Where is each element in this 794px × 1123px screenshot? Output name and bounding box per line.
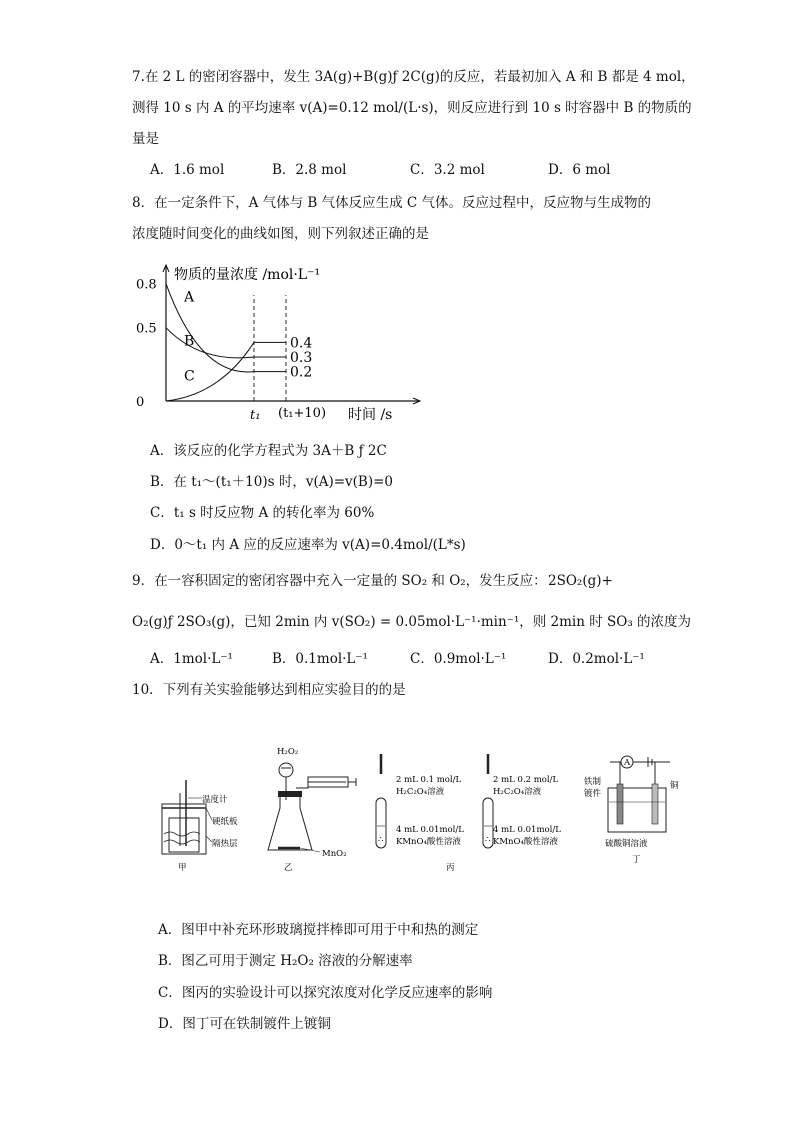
y-tick-label: 0.5 bbox=[136, 321, 157, 337]
label-insulation: 隔热层 bbox=[212, 839, 238, 849]
q8-option-a: A．该反应的化学方程式为 3A＋B ƒ 2C bbox=[150, 443, 387, 459]
q9-option-a: A．1mol·L⁻¹ bbox=[150, 651, 233, 667]
series-label-b: B bbox=[184, 333, 195, 350]
x-axis-label: 时间 /s bbox=[348, 407, 393, 423]
label-iron-part-2: 镀件 bbox=[584, 789, 602, 799]
q9-line2: O₂(g)ƒ 2SO₃(g)，已知 2min 内 v(SO₂) = 0.05mol·L⁻¹·min⁻¹，则 2min 时 SO₃ 的浓度为 bbox=[132, 614, 692, 630]
caption-yi: 乙 bbox=[284, 863, 293, 873]
calorimeter-diagram bbox=[162, 780, 238, 873]
q10-option-b: B．图乙可用于测定 H₂O₂ 溶液的分解速率 bbox=[158, 953, 413, 969]
label-cardboard: 硬纸板 bbox=[212, 817, 238, 827]
q8-line1: 8．在一定条件下，A 气体与 B 气体反应生成 C 气体。反应过程中，反应物与生成物的 bbox=[132, 195, 652, 211]
concentration-chart bbox=[130, 255, 430, 430]
q7-option-b: B．2.8 mol bbox=[272, 162, 347, 178]
q10-option-c: C．图丙的实验设计可以探究浓度对化学反应速率的影响 bbox=[158, 985, 493, 1001]
label-tube2-bot-a: 4 mL 0.01mol/L bbox=[493, 825, 561, 835]
label-tube1-bot-b: KMnO₄酸性溶液 bbox=[396, 837, 461, 847]
q8-line2: 浓度随时间变化的曲线如图，则下列叙述正确的是 bbox=[132, 226, 429, 242]
ammeter-label: A bbox=[624, 758, 631, 768]
q9-option-d: D．0.2mol·L⁻¹ bbox=[548, 651, 645, 667]
label-iron-part: 铁制 bbox=[584, 777, 602, 787]
test-tubes-diagram bbox=[376, 754, 561, 873]
electroplating-diagram bbox=[584, 756, 679, 865]
q9-option-b: B．0.1mol·L⁻¹ bbox=[272, 651, 368, 667]
q10-option-d: D．图丁可在铁制镀件上镀铜 bbox=[158, 1016, 331, 1032]
label-cuso4: 硫酸铜溶液 bbox=[605, 839, 648, 849]
label-tube2-top-b: H₂C₂O₄溶液 bbox=[493, 787, 542, 797]
label-tube1-top-b: H₂C₂O₄溶液 bbox=[396, 787, 445, 797]
label-thermometer: 温度计 bbox=[202, 795, 228, 805]
annotation-value: 0.2 bbox=[290, 364, 313, 381]
label-h2o2: H₂O₂ bbox=[277, 747, 299, 757]
q7-line2: 测得 10 s 内 A 的平均速率 v(A)=0.12 mol/(L·s)，则反应进行到 10 s 时容器中 B 的物质的 bbox=[132, 100, 692, 116]
q8-option-d: D．0～t₁ 内 A 应的反应速率为 v(A)=0.4mol/(L*s) bbox=[150, 537, 466, 553]
q7-option-d: D．6 mol bbox=[548, 162, 611, 178]
q9-line1b: 2SO₂(g)+ bbox=[548, 573, 613, 589]
apparatus-figure bbox=[150, 738, 679, 878]
caption-bing: 丙 bbox=[446, 863, 455, 873]
q10-line1: 10．下列有关实验能够达到相应实验目的的是 bbox=[132, 682, 406, 698]
q9-line1a: 9．在一容积固定的密闭容器中充入一定量的 SO₂ 和 O₂，发生反应： bbox=[132, 573, 547, 589]
q7-line3: 量是 bbox=[132, 131, 159, 147]
x-tick-label: t₁ bbox=[250, 408, 261, 423]
q8-option-b: B．在 t₁～(t₁＋10)s 时，v(A)=v(B)=0 bbox=[150, 474, 394, 490]
flask-syringe-diagram bbox=[268, 747, 356, 873]
label-mno2: MnO₂ bbox=[322, 849, 347, 859]
x-tick-label: (t₁+10) bbox=[278, 406, 327, 421]
q7-option-c: C．3.2 mol bbox=[410, 162, 485, 178]
annotation-value: 0.4 bbox=[290, 335, 313, 352]
label-copper: 铜 bbox=[670, 781, 679, 791]
q8-option-c: C．t₁ s 时反应物 A 的转化率为 60% bbox=[150, 505, 375, 521]
annotation-value: 0.3 bbox=[290, 350, 313, 366]
label-tube1-top-a: 2 mL 0.1 mol/L bbox=[396, 775, 462, 785]
q10-option-a: A．图甲中补充环形玻璃搅拌棒即可用于中和热的测定 bbox=[158, 922, 479, 938]
svg-text:∴: ∴ bbox=[378, 835, 384, 845]
series-label-c: C bbox=[184, 368, 195, 385]
q9-option-c: C．0.9mol·L⁻¹ bbox=[410, 651, 507, 667]
q7-line1: 7.在 2 L 的密闭容器中，发生 3A(g)+B(g)ƒ 2C(g)的反应，若最初加入 A 和 B 都是 4 mol， bbox=[132, 69, 695, 85]
q7-option-a: A．1.6 mol bbox=[150, 162, 225, 178]
caption-ding: 丁 bbox=[632, 855, 641, 865]
label-tube2-top-a: 2 mL 0.2 mol/L bbox=[493, 775, 559, 785]
svg-text:∴: ∴ bbox=[485, 835, 491, 845]
label-tube1-bot-a: 4 mL 0.01mol/L bbox=[396, 825, 464, 835]
series-label-a: A bbox=[184, 289, 195, 306]
y-axis-label: 物质的量浓度 /mol·L⁻¹ bbox=[174, 267, 321, 283]
label-tube2-bot-b: KMnO₄酸性溶液 bbox=[493, 837, 558, 847]
caption-jia: 甲 bbox=[178, 863, 187, 873]
y-tick-label: 0 bbox=[136, 395, 145, 410]
y-tick-label: 0.8 bbox=[136, 277, 157, 293]
